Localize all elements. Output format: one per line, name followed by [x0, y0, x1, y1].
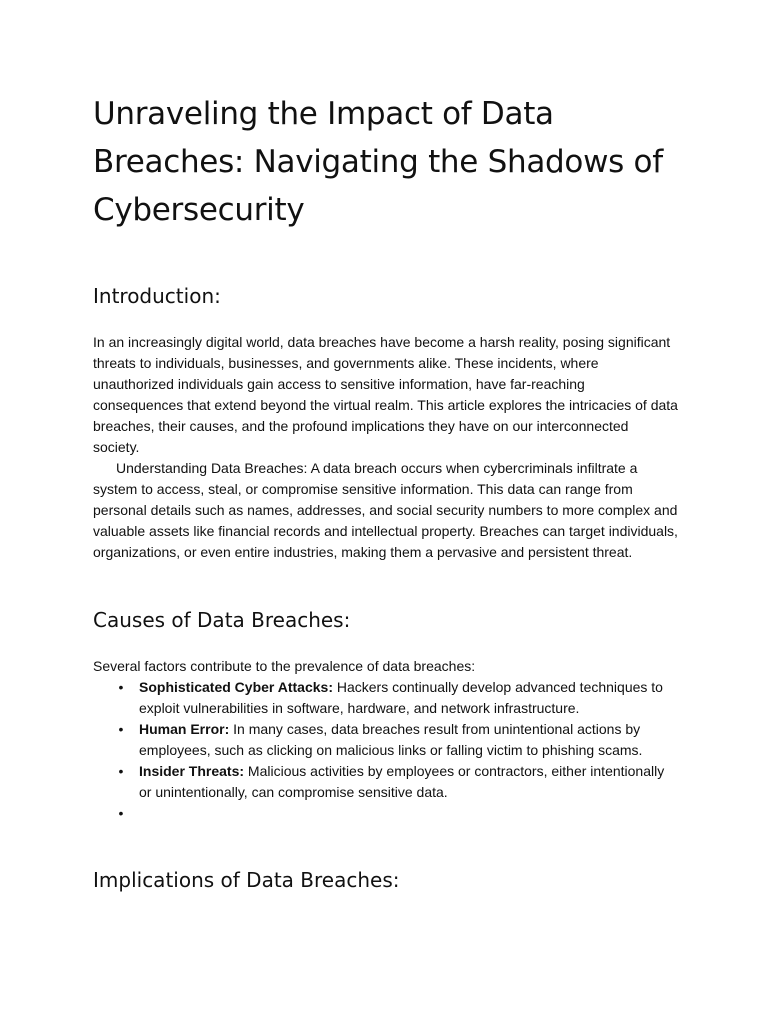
list-item-sophisticated-cyber-attacks	[93, 677, 678, 719]
causes-heading: Causes of Data Breaches:	[93, 608, 351, 632]
list-item-term: Sophisticated Cyber Attacks:	[139, 679, 333, 695]
list-item-term: Human Error:	[139, 721, 230, 737]
document-title: Unraveling the Impact of Data Breaches: Navigating the Shadows of Cybersecurity	[93, 96, 663, 228]
causes-intro: Several factors contribute to the prevalence of data breaches:	[93, 658, 476, 674]
bullet-icon: •	[118, 721, 124, 737]
bullet-icon: •	[118, 763, 124, 779]
bullet-icon: •	[118, 805, 124, 821]
list-item-text: Malicious activities by employees or contractors, either intentionally or unintentionally, can compromise sensitive data.	[139, 763, 665, 800]
list-item-human-error	[93, 719, 678, 761]
list-item-text: Hackers continually develop advanced techniques to exploit vulnerabilities in software, hardware, and network infrastructure.	[139, 679, 663, 716]
understanding-paragraph: Understanding Data Breaches: A data breach occurs when cybercriminals infiltrate a system to access, steal, or compromise sensitive information. This data can range from personal details such as names, addresses, and social security numbers to more complex and valuable assets like financial records and intellectual property. Breaches can target individuals, organizations, or even entire industries, making them a pervasive and persistent threat.	[93, 460, 678, 560]
causes-list	[93, 677, 678, 824]
introduction-paragraph: In an increasingly digital world, data breaches have become a harsh reality, posing significant threats to individuals, businesses, and governments alike. These incidents, where unauthorized individuals gain access to sensitive information, have far-reaching consequences that extend beyond the virtual realm. This article explores the intricacies of data breaches, their causes, and the profound implications they have on our interconnected society.	[93, 334, 678, 455]
implications-heading: Implications of Data Breaches:	[93, 868, 400, 892]
list-item-empty	[93, 803, 678, 824]
list-item-term: Insider Threats:	[139, 763, 245, 779]
list-item-insider-threats	[93, 761, 678, 803]
bullet-icon: •	[118, 679, 124, 695]
introduction-heading: Introduction:	[93, 284, 221, 308]
list-item-text: In many cases, data breaches result from unintentional actions by employees, such as clicking on malicious links or falling victim to phishing scams.	[139, 721, 643, 758]
